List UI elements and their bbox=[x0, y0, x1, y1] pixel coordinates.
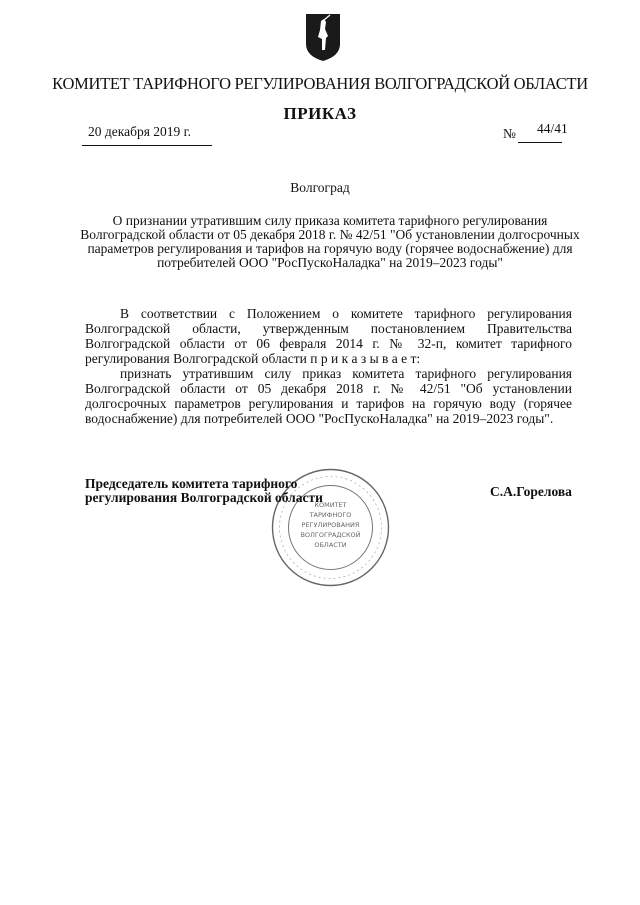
date-underline bbox=[82, 145, 212, 146]
order-date: 20 декабря 2019 г. bbox=[88, 124, 192, 139]
signatory-name: С.А.Горелова bbox=[490, 484, 572, 499]
number-sign: № bbox=[503, 126, 516, 141]
body-paragraph-decision: признать утратившим силу приказ комитета тарифного регулирования Волгоградской области от 05 декабря 2018 г. № 42/51 "Об установлении долгосрочных параметров регулирования и тарифов на горячую воду (горячее водоснабжение) для потребителей ООО "РосПускоНаладка" на 2019–2023 годы". bbox=[85, 366, 572, 426]
svg-text:ТАРИФНОГО: ТАРИФНОГО bbox=[309, 511, 352, 519]
order-subject: О признании утратившим силу приказа комитета тарифного регулирования Волгоградской области от 05 декабря 2018 г. № 42/51 "Об установлении долгосрочных параметров регулирования и тарифов на горячую воду (горячее водоснабжение) для потребителей ООО "РосПускоНаладка" на 2019–2023 годы" bbox=[80, 213, 580, 270]
svg-text:ОБЛАСТИ: ОБЛАСТИ bbox=[314, 541, 347, 549]
svg-text:РЕГУЛИРОВАНИЯ: РЕГУЛИРОВАНИЯ bbox=[301, 521, 360, 529]
committee-name: КОМИТЕТ ТАРИФНОГО РЕГУЛИРОВАНИЯ ВОЛГОГРАДСКОЙ ОБЛАСТИ bbox=[52, 74, 588, 93]
signatory-position-line1: Председатель комитета тарифного bbox=[85, 476, 298, 491]
number-underline bbox=[518, 142, 562, 143]
signatory-position-line2: регулирования Волгоградской области bbox=[85, 490, 323, 505]
order-number: 44/41 bbox=[537, 121, 568, 136]
document-type-title: ПРИКАЗ bbox=[283, 104, 357, 123]
svg-text:КОМИТЕТ: КОМИТЕТ bbox=[314, 501, 347, 509]
signatory-position bbox=[85, 477, 323, 505]
coat-of-arms-icon bbox=[303, 12, 343, 62]
body-paragraph-preamble: В соответствии с Положением о комитете тарифного регулирования Волгоградской области, утвержденным постановлением Правительства Волгоградской области от 06 февраля 2014 г. № 32-п, комитет тарифного регулирования Волгоградской области п р и к а з ы в а е т: bbox=[85, 306, 572, 366]
svg-text:ВОЛГОГРАДСКОЙ: ВОЛГОГРАДСКОЙ bbox=[300, 531, 361, 539]
city-name: Волгоград bbox=[290, 180, 350, 195]
